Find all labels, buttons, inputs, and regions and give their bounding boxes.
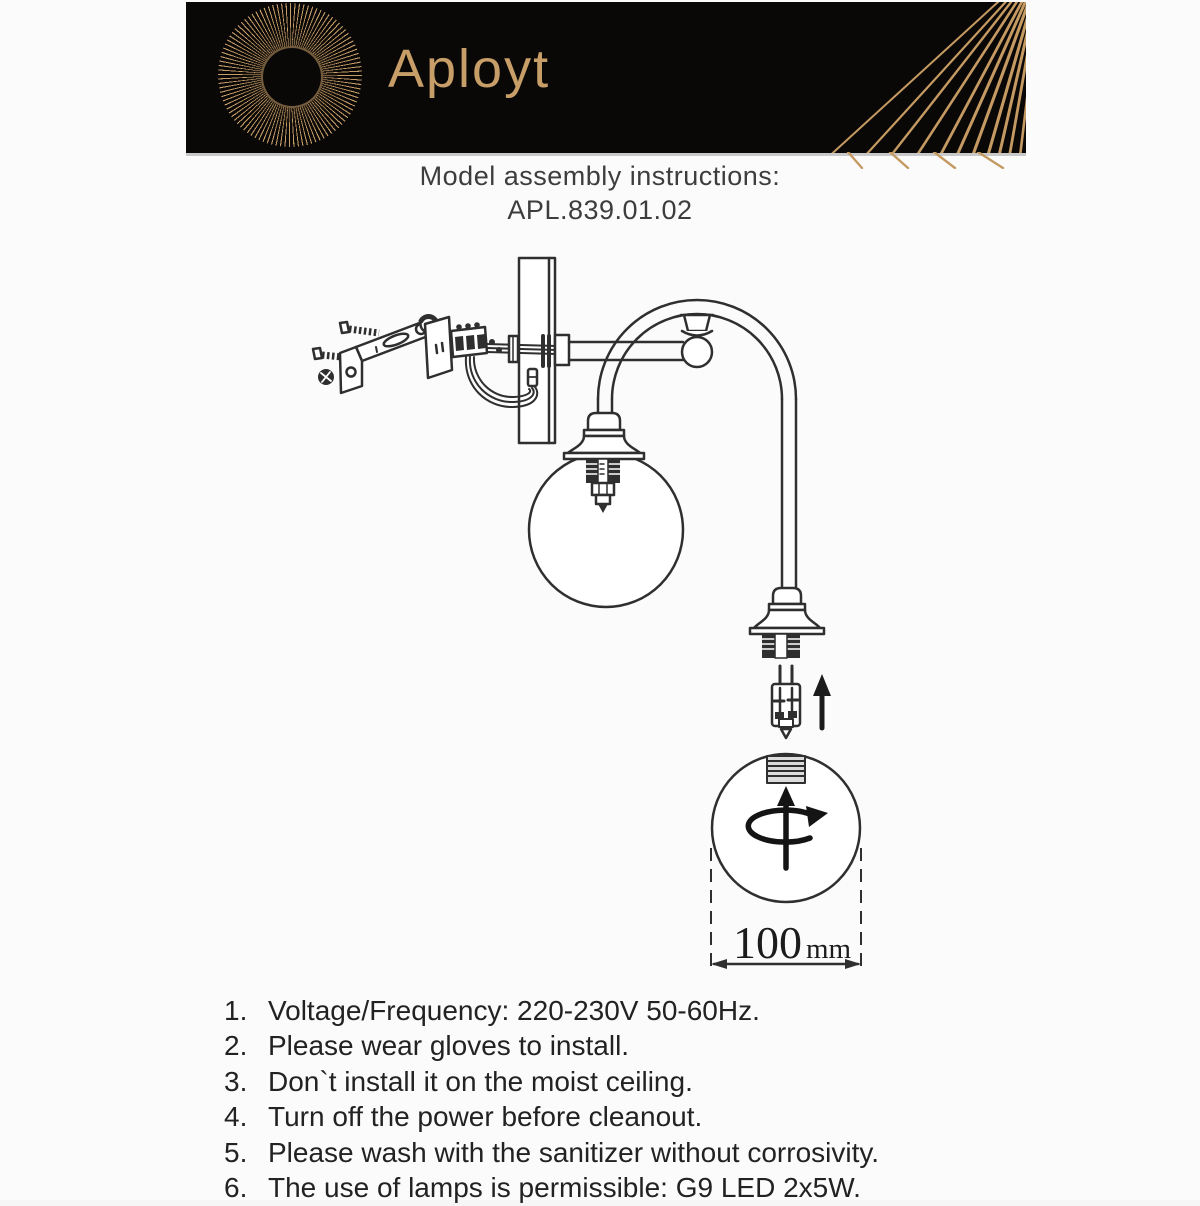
instruction-text: The use of lamps is permissible: G9 LED 2x5W. [268, 1172, 861, 1204]
instruction-number: 1. [224, 995, 268, 1027]
instructions-list [224, 993, 1084, 1206]
instruction-number: 6. [224, 1172, 268, 1204]
instruction-number: 2. [224, 1030, 268, 1062]
instruction-item [224, 1029, 1084, 1065]
instruction-text: Please wash with the sanitizer without corrosivity. [268, 1137, 879, 1169]
dimension-unit: mm [806, 933, 852, 965]
brand-name: Aployt [388, 38, 550, 100]
g9-bulb-part [772, 666, 800, 738]
instruction-item [224, 1064, 1084, 1100]
instruction-item [224, 1135, 1084, 1171]
model-number: APL.839.01.02 [0, 195, 1200, 226]
ball-joint-part [681, 315, 713, 367]
instruction-item [224, 1100, 1084, 1136]
instruction-text: Turn off the power before cleanout. [268, 1101, 702, 1133]
dimension-value: 100 [733, 917, 802, 968]
page-title: Model assembly instructions: [0, 161, 1200, 192]
instruction-text: Don`t install it on the moist ceiling. [268, 1066, 693, 1098]
instruction-text: Voltage/Frequency: 220-230V 50-60Hz. [268, 995, 760, 1027]
instruction-number: 5. [224, 1137, 268, 1169]
bottom-socket-part [750, 588, 824, 658]
instruction-number: 3. [224, 1066, 268, 1098]
instruction-item [224, 993, 1084, 1029]
square-plate-part [425, 317, 452, 378]
instruction-number: 4. [224, 1101, 268, 1133]
instruction-text: Please wear gloves to install. [268, 1030, 629, 1062]
instruction-item [224, 1171, 1084, 1206]
insert-arrow-icon [813, 674, 831, 728]
